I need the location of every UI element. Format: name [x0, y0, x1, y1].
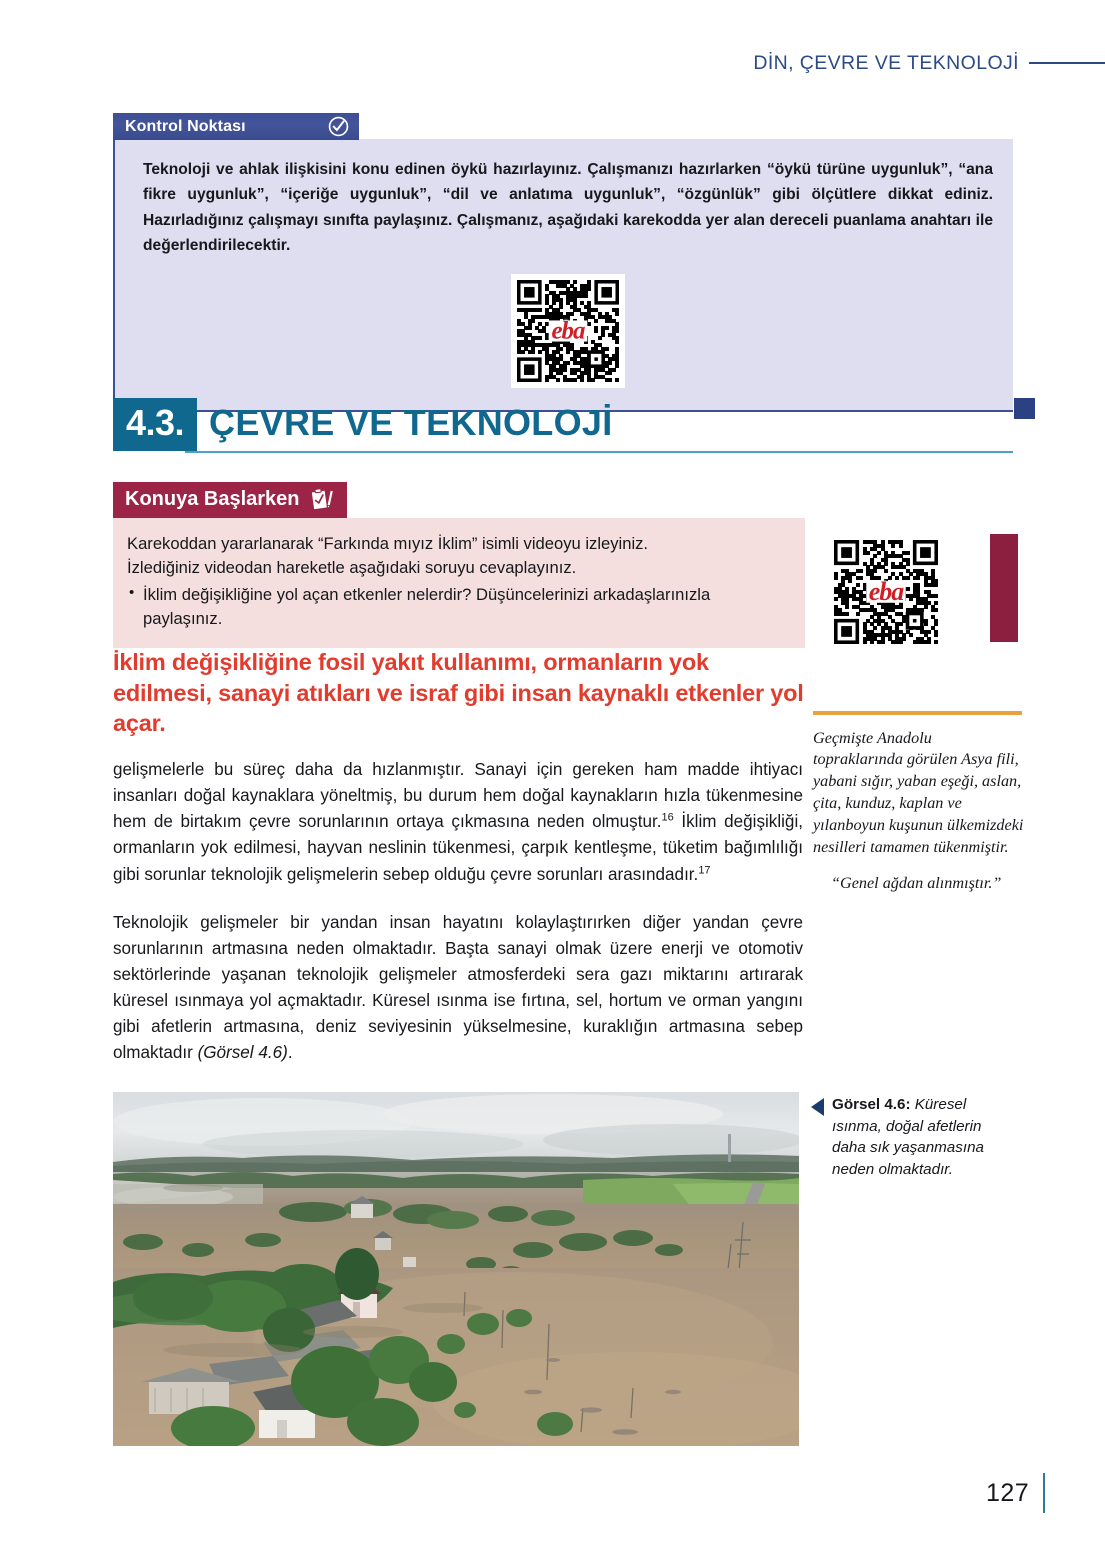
photo-caption-label: Görsel 4.6: [832, 1096, 911, 1113]
side-note-box [813, 711, 1025, 895]
paragraph-2-main: Teknolojik gelişmeler bir yandan insan hayatını kolaylaştırırken diğer yandan çevre sorunlarının artmasına neden olmaktadır. Başta sanayi olmak üzere enerji ve otomotiv sektörlerinde yaşanan teknolojik gelişmeler atmosferdeki sera gazı miktarını artırarak küresel ısınmaya yol açmaktadır. Küresel ısınma ise fırtına, sel, hortum ve orman yangını gibi afetlerin artmasına, deniz seviyesinin yükselmesine, kuraklığın artmasına sebep olmaktadır [113, 912, 803, 1063]
konuya-intro-line-1: Karekoddan yararlanarak “Farkında mıyız İklim” isimli videoyu izleyiniz. [127, 534, 649, 553]
eba-logo-text: eba [868, 577, 904, 606]
main-body-column [113, 757, 803, 1067]
qr-code-video[interactable] [828, 534, 944, 650]
maroon-edge-bar [990, 534, 1018, 642]
body-paragraph-1 [113, 757, 803, 888]
kontrol-noktasi-box [113, 113, 1013, 412]
konuya-qr-wrap [828, 534, 944, 655]
page-number-rule [1043, 1473, 1045, 1513]
konuya-question-list [127, 583, 789, 632]
photo-caption [811, 1094, 1016, 1180]
paragraph-1-part-1: gelişmelerle bu süreç daha da hızlanmıştır. Sanayi için gereken ham madde ihtiyacı insanları doğal kaynaklara yöneltmiş, bu durum hem doğal kaynakların hızla tükenmesine hem de birtakım çevre sorunlarının ortaya çıkmasına neden olmuştur. [113, 760, 803, 832]
running-header [0, 46, 1105, 80]
page-footer [986, 1473, 1045, 1513]
header-rule [1029, 62, 1105, 64]
kontrol-noktasi-label: Kontrol Noktası [125, 117, 246, 135]
kontrol-noktasi-text: Teknoloji ve ahlak ilişkisini konu edinen öykü hazırlayınız. Çalışmanızı hazırlarken “öykü türüne uygunluk”, “ana fikre uygunluk”, “içeriğe uygunluk”, “dil ve anlatıma uygunluk”, “özgünlük” gibi ölçütlere dikkat ediniz. Hazırladığınız çalışmayı sınıfta paylaşınız. Çalışmanız, aşağıdaki karekodda yer alan dereceli puanlama anahtarı ile değerlendirilecektir. [143, 161, 993, 254]
konuya-baslarken-banner [113, 482, 347, 518]
flood-photo-graphic [113, 1092, 799, 1446]
konuya-baslarken-box [113, 482, 805, 648]
qr-code-rubric[interactable] [511, 274, 625, 388]
side-note-source: “Genel ağdan alınmıştır.” [831, 873, 1002, 892]
body-paragraph-2 [113, 910, 803, 1067]
student-answer-text: İklim değişikliğine fosil yakıt kullanımı, ormanların yok edilmesi, sanayi atıkları ve israf gibi insan kaynaklı etkenler yol açar. [113, 649, 804, 737]
photo-caption-text [832, 1094, 1016, 1180]
page-number: 127 [985, 1478, 1030, 1507]
paragraph-2-end: . [287, 1043, 293, 1063]
clipboard-pencil-icon [309, 487, 335, 513]
blue-square-marker [1014, 398, 1035, 419]
section-underline [185, 451, 1013, 454]
kontrol-noktasi-body [113, 139, 1013, 412]
header-title: DİN, ÇEVRE VE TEKNOLOJİ [753, 51, 1019, 74]
section-heading [113, 398, 1013, 453]
flood-photo [113, 1092, 799, 1446]
section-number: 4.3. [113, 398, 197, 451]
left-triangle-icon [811, 1098, 824, 1116]
photo-caption-body: Küresel ısınma, doğal afetlerin daha sık yaşanmasına neden olmaktadır. [832, 1096, 984, 1178]
page-title: ÇEVRE VE TEKNOLOJİ [209, 402, 613, 443]
side-note-text: Geçmişte Anadolu topraklarında görülen Asya fili, yabani sığır, yaban eşeği, aslan, çita, kunduz, kaplan ve yılanboyun kuşunun ülkemizdeki nesilleri tamamen tükenmiştir. [813, 728, 1024, 856]
kontrol-noktasi-banner [113, 113, 359, 140]
eba-logo-text: eba [551, 317, 585, 345]
footnote-ref-16: 16 [661, 811, 674, 824]
paragraph-1-part-2: İklim değişikliği, ormanların yok edilmesi, hayvan neslinin tükenmesi, çarpık kentleşme, tüketim bağımlılığı gibi sorunlar teknolojik gelişmelerin sebep olduğu çevre sorunları arasındadır. [113, 812, 803, 884]
konuya-baslarken-body [113, 518, 805, 648]
konuya-baslarken-label: Konuya Başlarken [125, 488, 300, 510]
footnote-ref-17: 17 [698, 863, 711, 876]
list-item: • İklim değişikliğine yol açan etkenler nelerdir? Düşüncelerinizi arkadaşlarınızla paylaşınız. [127, 583, 789, 632]
paragraph-2-figure-ref: (Görsel 4.6) [197, 1043, 288, 1063]
check-circle-icon [328, 116, 349, 137]
side-note-rule [813, 711, 1022, 715]
kontrol-noktasi-qr-wrap [143, 274, 993, 388]
konuya-intro-line-2: İzlediğiniz videodan hareketle aşağıdaki soruyu cevaplayınız. [127, 558, 577, 578]
